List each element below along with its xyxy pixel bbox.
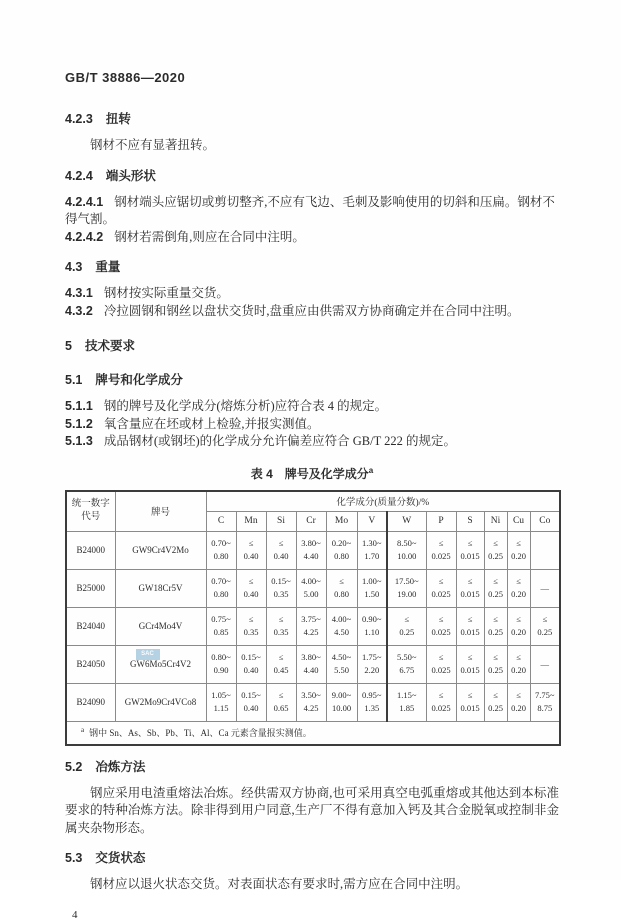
section-heading: [65, 257, 559, 275]
cell-value-line: [531, 544, 560, 557]
cell-value-line: 0.015: [460, 703, 480, 713]
cell-value-line: 0.95~: [362, 690, 382, 700]
cell-value: [266, 683, 296, 721]
cell-value-line: ≤: [516, 614, 521, 624]
cell-value: [426, 607, 456, 645]
cell-value: [507, 531, 530, 569]
cell-value: [507, 645, 530, 683]
cell-value: [296, 569, 326, 607]
cell-value-line: 0.40: [243, 589, 259, 599]
header-composition-group: 化学成分(质量分数)/%: [206, 491, 560, 512]
grade-label: GW2Mo9Cr4VCo8: [124, 697, 197, 707]
header-element-Co: Co: [530, 511, 560, 531]
clause-item: [65, 194, 559, 229]
heading-title: 交货状态: [95, 851, 146, 865]
cell-value: [456, 645, 484, 683]
cell-value: [484, 645, 507, 683]
cell-value-line: ≤: [248, 614, 254, 624]
cell-value: [530, 607, 560, 645]
cell-value: [236, 531, 266, 569]
cell-value: [206, 645, 236, 683]
cell-value: [507, 569, 530, 607]
table-caption-superscript: a: [368, 465, 374, 475]
cell-value: [530, 569, 560, 607]
cell-value: [206, 569, 236, 607]
page-number: 4: [72, 908, 78, 921]
cell-value: [387, 683, 426, 721]
cell-value: [530, 531, 560, 569]
section-heading: [65, 757, 559, 775]
section-heading: [65, 109, 559, 127]
heading-number: 5.3: [65, 851, 83, 865]
chemical-composition-table: [65, 490, 561, 746]
cell-grade: [115, 569, 206, 607]
paragraph-text: 钢材不应有显著扭转。: [90, 138, 216, 152]
cell-unified-code: B25000: [66, 569, 115, 607]
clause-number: 5.1.1: [65, 399, 93, 413]
header-element-P: P: [426, 511, 456, 531]
cell-value-line: 9.00~: [331, 690, 352, 700]
footnote-marker: a: [81, 726, 85, 734]
cell-value-line: 3.80~: [301, 538, 321, 548]
cell-value-line: ≤: [467, 614, 473, 624]
cell-value-line: 0.35: [273, 589, 289, 599]
header-element-C: C: [206, 511, 236, 531]
cell-value: [484, 607, 507, 645]
clause-item: [65, 303, 559, 321]
grade-label: GCr4Mo4V: [138, 621, 183, 631]
cell-value-line: ≤: [467, 538, 473, 548]
cell-value-line: ≤: [438, 538, 444, 548]
clause-text: 氧含量应在坯或材上检验,并报实测值。: [103, 416, 320, 431]
cell-grade: [115, 607, 206, 645]
section-heading: [65, 166, 559, 184]
cell-value-line: 0.80: [213, 551, 229, 561]
cell-value-line: ≤: [493, 538, 498, 548]
cell-value-line: 0.35: [273, 627, 289, 637]
cell-value-line: ≤: [516, 652, 521, 662]
table-footnote: [66, 721, 560, 745]
table-row: [66, 607, 560, 645]
cell-value-line: 17.50~: [394, 576, 419, 586]
cell-value: [387, 607, 426, 645]
clause-item: [65, 398, 559, 416]
cell-value-line: ≤: [493, 614, 498, 624]
cell-value-line: 4.25: [303, 627, 319, 637]
cell-value-line: 0.15~: [241, 652, 261, 662]
paragraph-text: 钢材应以退火状态交货。对表面状态有要求时,需方应在合同中注明。: [90, 877, 469, 891]
cell-value-line: 0.25: [488, 627, 503, 637]
cell-value-line: ≤: [516, 690, 521, 700]
table-caption-text: 表 4 牌号及化学成分: [250, 466, 369, 481]
cell-value-line: 19.00: [397, 589, 417, 599]
clause-number: 4.3.2: [65, 303, 93, 318]
cell-value: [507, 607, 530, 645]
heading-title: 端头形状: [105, 168, 156, 183]
heading-title: 技术要求: [84, 339, 135, 353]
cell-value-line: 5.00: [303, 589, 319, 599]
grade-label: GW6Mo5Cr4V2: [130, 659, 191, 669]
cell-value-line: 0.25: [399, 627, 415, 637]
clause-number: 5.1.2: [65, 416, 93, 431]
cell-value-line: 1.85: [399, 703, 415, 713]
cell-value-line: 4.50: [334, 627, 349, 637]
cell-value-line: 0.65: [273, 703, 289, 713]
cell-value-line: ≤: [438, 576, 444, 586]
cell-value-line: —: [540, 582, 550, 593]
cell-value: [206, 607, 236, 645]
cell-value: [296, 683, 326, 721]
cell-value: [206, 683, 236, 721]
paragraph: [65, 137, 559, 155]
cell-value-line: 0.25: [488, 589, 503, 599]
table-row: [66, 569, 560, 607]
header-unified-code-line2: 代号: [81, 512, 101, 522]
cell-value-line: 0.025: [431, 551, 451, 561]
cell-value-line: 0.025: [431, 627, 451, 637]
cell-value: [326, 607, 357, 645]
clause-text: 钢材端头应锯切或剪切整齐,不应有飞边、毛刺及影响使用的切斜和压扁。钢材不得气割。: [65, 194, 555, 226]
cell-value-line: ≤: [493, 576, 498, 586]
heading-number: 4.3: [65, 260, 83, 274]
header-element-Si: Si: [266, 511, 296, 531]
clause-text: 成品钢材(或钢坯)的化学成分允许偏差应符合 GB/T 222 的规定。: [103, 434, 457, 448]
clause-item: [65, 285, 559, 303]
cell-value-line: ≤: [516, 576, 521, 586]
clause-item: [65, 433, 559, 451]
cell-value-line: 0.40: [273, 551, 289, 561]
cell-value-line: 0.15~: [241, 690, 261, 700]
cell-value-line: ≤: [248, 538, 254, 548]
cell-value-line: 4.50~: [331, 652, 352, 662]
cell-value: [236, 683, 266, 721]
table-body: [66, 531, 560, 745]
cell-value-line: ≤: [438, 690, 444, 700]
table-header-row-1: [66, 491, 560, 512]
heading-title: 冶炼方法: [95, 759, 146, 774]
cell-value-line: 0.015: [460, 665, 480, 675]
cell-value: [484, 531, 507, 569]
cell-value: [206, 531, 236, 569]
heading-number: 4.2.3: [65, 112, 93, 126]
cell-value-line: ≤: [467, 690, 473, 700]
header-element-Cu: Cu: [507, 511, 530, 531]
cell-value-line: 4.40: [303, 551, 319, 561]
cell-value: [236, 607, 266, 645]
cell-value: [326, 683, 357, 721]
clause-text: 钢材若需倒角,则应在合同中注明。: [114, 229, 305, 244]
cell-value-line: 0.20: [511, 589, 526, 599]
cell-value: [387, 531, 426, 569]
cell-value: [456, 569, 484, 607]
cell-value-line: 0.35: [243, 627, 259, 637]
cell-value: [387, 569, 426, 607]
cell-value: [357, 607, 387, 645]
cell-value-line: 8.50~: [397, 538, 417, 548]
cell-value-line: 0.025: [431, 589, 451, 599]
cell-value-line: 0.40: [243, 551, 259, 561]
cell-value-line: 0.20: [511, 665, 526, 675]
table-header: [66, 491, 560, 532]
cell-value-line: 1.10: [364, 627, 380, 637]
cell-grade: [115, 531, 206, 569]
cell-value: [266, 531, 296, 569]
cell-value: [326, 531, 357, 569]
cell-value-line: 5.50~: [397, 652, 417, 662]
cell-value: [326, 645, 357, 683]
header-element-W: W: [387, 511, 426, 531]
clause-text: 冷拉圆钢和钢丝以盘状交货时,盘重应由供需双方协商确定并在合同中注明。: [103, 303, 520, 318]
cell-value-line: 1.15: [213, 703, 229, 713]
cell-value-line: 10.00: [331, 703, 352, 713]
cell-value-line: 0.80: [334, 589, 349, 599]
cell-value-line: 0.40: [243, 665, 259, 675]
header-element-V: V: [357, 511, 387, 531]
table-row: [66, 531, 560, 569]
cell-value-line: 0.025: [431, 665, 451, 675]
cell-grade: [115, 683, 206, 721]
grade-label: GW9Cr4V2Mo: [132, 545, 189, 555]
cell-value-line: ≤: [516, 538, 521, 548]
cell-value: [357, 645, 387, 683]
cell-value-line: 0.80: [213, 589, 229, 599]
cell-value-line: 10.00: [397, 551, 417, 561]
cell-value: [236, 645, 266, 683]
cell-grade: [115, 645, 206, 683]
cell-value-line: 4.00~: [301, 576, 321, 586]
cell-value: [266, 645, 296, 683]
cell-value-line: 1.05~: [211, 690, 231, 700]
cell-value-line: 0.45: [273, 665, 289, 675]
cell-value-line: 4.40: [303, 665, 319, 675]
cell-value-line: 0.015: [460, 551, 480, 561]
cell-value: [426, 569, 456, 607]
cell-unified-code: B24090: [66, 683, 115, 721]
cell-value-line: 0.80~: [211, 652, 231, 662]
cell-value-line: ≤: [438, 652, 444, 662]
cell-value-line: ≤: [339, 576, 344, 586]
cell-value-line: ≤: [278, 614, 284, 624]
header-element-S: S: [456, 511, 484, 531]
cell-value: [296, 645, 326, 683]
clause-item: [65, 229, 559, 247]
cell-value-line: ≤: [404, 614, 410, 624]
clause-item: [65, 416, 559, 434]
header-element-Mo: Mo: [326, 511, 357, 531]
cell-value: [357, 569, 387, 607]
paragraph: [65, 785, 559, 838]
cell-value: [456, 607, 484, 645]
clause-text: 钢材按实际重量交货。: [103, 286, 229, 300]
cell-value: [357, 683, 387, 721]
cell-value-line: —: [540, 658, 550, 669]
header-element-Mn: Mn: [236, 511, 266, 531]
cell-value: [426, 683, 456, 721]
cell-value-line: 1.30~: [362, 538, 382, 548]
cell-value: [426, 645, 456, 683]
cell-value: [456, 683, 484, 721]
paragraph-text: 钢应采用电渣重熔法冶炼。经供需双方协商,也可采用真空电弧重熔或其他达到本标准要求的特种冶炼方法。除非得到用户同意,生产厂不得有意加入钙及其合金脱氧或控制非金属夹杂物形态。: [65, 785, 559, 835]
cell-value-line: 1.75~: [362, 652, 382, 662]
cell-value: [387, 645, 426, 683]
cell-value: [296, 607, 326, 645]
cell-value-line: 0.20: [511, 627, 526, 637]
cell-value: [530, 645, 560, 683]
table-caption: [65, 465, 559, 482]
cell-value-line: 0.015: [460, 589, 480, 599]
cell-value-line: 3.80~: [301, 652, 321, 662]
section-heading: [65, 848, 559, 866]
cell-value-line: 7.75~: [535, 690, 555, 700]
heading-number: 5: [65, 339, 72, 353]
cell-value-line: ≤: [493, 690, 498, 700]
cell-value-line: 0.90~: [362, 614, 382, 624]
cell-value-line: 3.50~: [301, 690, 321, 700]
header-unified-code-line1: 统一数字: [71, 499, 110, 509]
clause-number: 4.3.1: [65, 286, 93, 300]
cell-value-line: 0.20: [511, 551, 526, 561]
cell-value: [326, 569, 357, 607]
cell-value: [484, 683, 507, 721]
header-grade: 牌号: [115, 491, 206, 532]
section-heading: [65, 370, 559, 388]
cell-value-line: 0.25: [488, 551, 503, 561]
cell-value-line: 0.70~: [211, 576, 231, 586]
heading-title: 重量: [95, 260, 121, 274]
footnote-text: 钢中 Sn、As、Sb、Pb、Ti、Al、Ca 元素含量报实测值。: [89, 728, 312, 738]
cell-value-line: 4.25: [303, 703, 319, 713]
cell-value-line: 6.75: [399, 665, 415, 675]
cell-value-line: 0.85: [213, 627, 229, 637]
cell-value-line: 0.025: [431, 703, 451, 713]
chapter-heading: [65, 336, 559, 354]
cell-value-line: ≤: [493, 652, 498, 662]
cell-value-line: ≤: [467, 576, 473, 586]
cell-value-line: 0.20: [511, 703, 526, 713]
cell-unified-code: B24000: [66, 531, 115, 569]
cell-value-line: ≤: [248, 576, 254, 586]
cell-value-line: 0.25: [488, 703, 503, 713]
cell-value-line: 0.15~: [271, 576, 291, 586]
cell-value-line: ≤: [542, 614, 548, 624]
table-row: [66, 645, 560, 683]
clause-text: 钢的牌号及化学成分(熔炼分析)应符合表 4 的规定。: [103, 399, 388, 413]
cell-unified-code: B24040: [66, 607, 115, 645]
clause-number: 4.2.4.1: [65, 194, 104, 209]
cell-value: [266, 569, 296, 607]
cell-unified-code: B24050: [66, 645, 115, 683]
cell-value-line: ≤: [278, 690, 284, 700]
cell-value-line: 1.35: [364, 703, 380, 713]
cell-value-line: 1.70: [364, 551, 380, 561]
cell-value-line: 3.75~: [301, 614, 321, 624]
header-element-Cr: Cr: [296, 511, 326, 531]
header-unified-code: [66, 491, 115, 532]
cell-value-line: ≤: [278, 652, 284, 662]
cell-value-line: 0.75~: [211, 614, 231, 624]
table-footnote-row: [66, 721, 560, 745]
cell-value-line: ≤: [438, 614, 444, 624]
heading-number: 5.1: [65, 373, 83, 387]
table-row: [66, 683, 560, 721]
cell-value-line: 0.80: [334, 551, 349, 561]
clause-number: 5.1.3: [65, 434, 93, 448]
cell-value: [484, 569, 507, 607]
cell-value-line: 1.15~: [397, 690, 417, 700]
grade-label: GW18Cr5V: [138, 583, 183, 593]
cell-value-line: 2.20: [364, 665, 380, 675]
heading-number: 4.2.4: [65, 168, 93, 183]
heading-number: 5.2: [65, 759, 83, 774]
cell-value-line: 1.50: [364, 589, 380, 599]
cell-value-line: 1.00~: [362, 576, 382, 586]
cell-value-line: 0.015: [460, 627, 480, 637]
cell-value-line: 0.70~: [211, 538, 231, 548]
heading-title: 牌号和化学成分: [95, 373, 183, 387]
cell-value: [530, 683, 560, 721]
cell-value-line: 0.90: [213, 665, 229, 675]
cell-value: [426, 531, 456, 569]
clause-number: 4.2.4.2: [65, 229, 104, 244]
standard-number: GB/T 38886—2020: [65, 70, 186, 85]
cell-value: [456, 531, 484, 569]
header-element-Ni: Ni: [484, 511, 507, 531]
cell-value: [507, 683, 530, 721]
cell-value-line: ≤: [278, 538, 284, 548]
cell-value: [266, 607, 296, 645]
cell-value-line: 0.40: [243, 703, 259, 713]
cell-value-line: 0.25: [537, 627, 553, 637]
cell-value: [236, 569, 266, 607]
cell-value-line: ≤: [467, 652, 473, 662]
watermark-badge: SAC: [136, 649, 160, 660]
heading-title: 扭转: [105, 112, 131, 126]
paragraph: [65, 876, 559, 894]
cell-value-line: 0.25: [488, 665, 503, 675]
cell-value: [357, 531, 387, 569]
cell-value-line: 5.50: [334, 665, 349, 675]
cell-value-line: 4.00~: [331, 614, 352, 624]
document-content: [65, 109, 559, 894]
cell-value-line: 8.75: [537, 703, 553, 713]
cell-value-line: 0.20~: [331, 538, 352, 548]
cell-value: [296, 531, 326, 569]
